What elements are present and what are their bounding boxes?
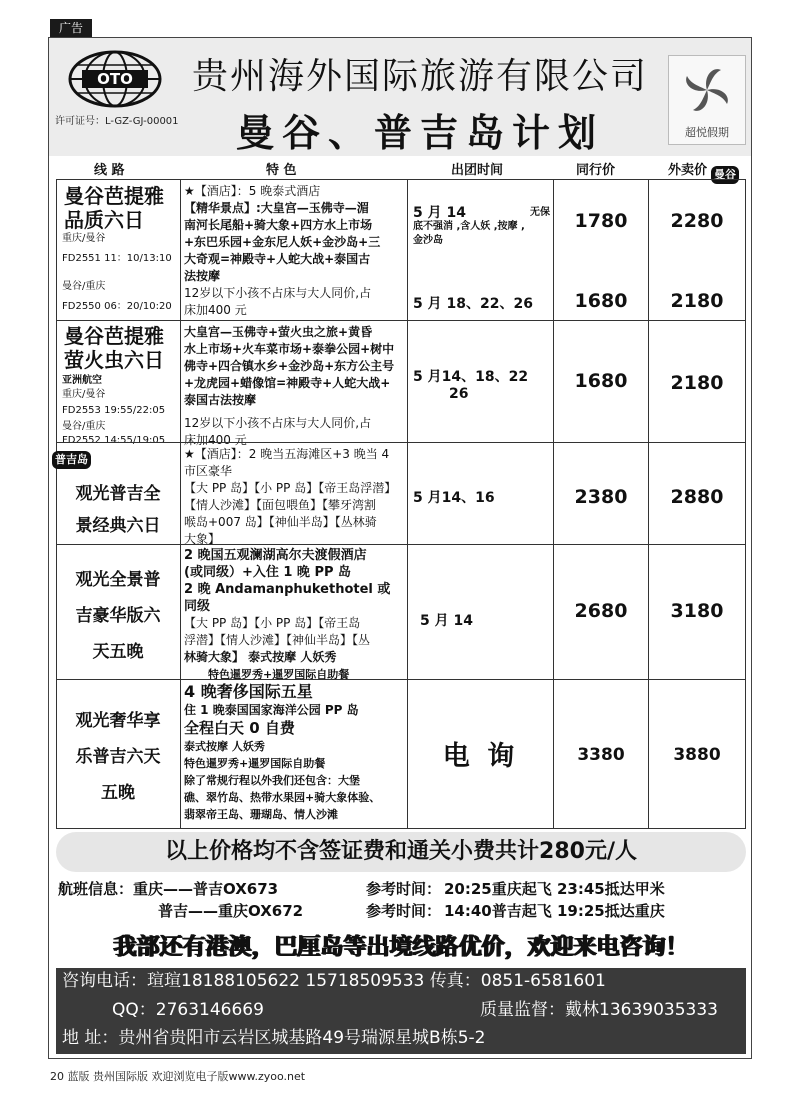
peer-price: 2680 xyxy=(574,600,628,622)
route-name: 曼谷芭提雅 萤火虫六日 xyxy=(64,324,164,372)
retail-price: 2180 xyxy=(670,372,724,394)
stamp-phuket: 普吉岛 xyxy=(52,451,91,469)
flight-info-line-2 xyxy=(58,900,748,921)
license-number: 许可证号：L-GZ-GJ-00001 xyxy=(55,116,179,127)
contact-box xyxy=(56,968,746,1054)
departure-date: 5 月 18、22、26 xyxy=(413,296,533,312)
peer-price: 3380 xyxy=(577,745,625,765)
ref-time-return: 14:40普吉起飞 19:25抵达重庆 xyxy=(444,902,665,920)
ad-tag: 广告 xyxy=(50,19,92,37)
route-features: ★【酒店】：2 晚当五海滩区+3 晚当 4 市区豪华 【大 PP 岛】【小 PP 岛】【帝王岛浮潜】 【情人沙滩】【面包喂鱼】【攀牙湾割 喉岛+007 岛】【神仙半岛】【丛林骑 大象】 xyxy=(184,447,397,546)
col-feature: 特 色 xyxy=(266,163,297,178)
row-divider xyxy=(56,442,746,443)
brand-text: 超悦假期 xyxy=(685,126,729,139)
ref-time-label: 参考时间： xyxy=(366,880,442,898)
flight-info-label: 航班信息： xyxy=(58,880,134,898)
flight-times: 重庆/曼谷 FD2551 11：10/13:10 曼谷/重庆 FD2550 06：20/10:20 xyxy=(62,233,172,312)
peer-price: 2380 xyxy=(574,486,628,508)
route-name: 观光奢华享 乐普吉六天 五晚 xyxy=(75,711,161,803)
logo-text: OTO xyxy=(97,70,133,88)
brand-logo xyxy=(668,55,746,145)
table-header xyxy=(56,163,746,180)
company-logo-icon xyxy=(68,50,162,108)
page-footer: 20 蓝版 贵州国际版 欢迎浏览电子版www.zyoo.net xyxy=(50,1070,306,1083)
retail-price: 2880 xyxy=(670,486,724,508)
flight-info-line-1 xyxy=(58,878,748,899)
plan-title: 曼谷、普吉岛计划 xyxy=(235,111,604,155)
col-date: 出团时间 xyxy=(451,163,504,178)
route-name: 观光普吉全 景经典六日 xyxy=(75,484,161,536)
contact-qq: QQ：2763146669 xyxy=(112,1000,264,1020)
departure-date: 5 月 14 xyxy=(420,613,473,629)
contact-address: 地 址：贵州省贵阳市云岩区城基路49号瑞源星城B栋5-2 xyxy=(62,1028,486,1048)
col-peer-price: 同行价 xyxy=(576,163,616,178)
col-divider xyxy=(407,179,408,829)
retail-price: 2180 xyxy=(670,290,724,312)
row-divider xyxy=(56,320,746,321)
pinwheel-icon xyxy=(669,56,745,120)
retail-price: 3180 xyxy=(670,600,724,622)
route-features: ★【酒店】：5 晚泰式酒店 【精华景点】:大皇宫—玉佛寺—湄 南河长尾船+骑大象+四方水上市场 +东巴乐园+金东尼人妖+金沙岛+三 大奇观=神殿寺+人蛇大战+泰国古 法按摩 12岁以下小孩不占床与大人同价,占 床加400 元 xyxy=(184,184,381,317)
route-name: 观光全景普 吉豪华版六 天五晚 xyxy=(75,570,161,662)
route-features: 2 晚国五观澜湖高尔夫渡假酒店 (或同级）+入住 1 晚 PP 岛 2 晚 Andamanphukethotel 或 同级 【大 PP 岛】【小 PP 岛】【帝王岛 浮潜】【情人沙滩】【神仙半岛】【丛 林骑大象】 泰式按摩 人妖秀 特色暹罗秀+暹罗国际自助餐 xyxy=(184,548,391,681)
route-features: 4 晚奢侈国际五星 住 1 晚泰国国家海洋公园 PP 岛 全程白天 0 自费 泰式按摩 人妖秀 特色暹罗秀+暹罗国际自助餐 除了常规行程以外我们还包含：大堡 礁、翠竹岛、热带水果园+骑大象体验、 翡翠帝王岛、珊瑚岛、情人沙滩 xyxy=(184,682,381,821)
flight-times: 亚洲航空 重庆/曼谷 FD2553 19:55/22:05 曼谷/重庆 FD2552 14:55/19:05 xyxy=(62,375,166,446)
quality-supervisor: 质量监督：戴林13639035333 xyxy=(480,1000,718,1020)
call-to-inquire: 电 询 xyxy=(442,741,519,772)
contact-phone: 咨询电话：瑄瑄18188105622 15718509533 传真：0851-6581601 xyxy=(62,971,606,991)
col-divider xyxy=(180,179,181,829)
promo-banner: 我部还有港澳，巴厘岛等出境线路优价，欢迎来电咨询！ xyxy=(113,934,689,960)
col-retail-price: 外卖价 xyxy=(668,163,708,178)
ref-time-label: 参考时间： xyxy=(366,902,442,920)
retail-price: 3880 xyxy=(673,745,721,765)
price-notice: 以上价格均不含签证费和通关小费共计280元/人 xyxy=(56,832,746,872)
ref-time-out: 20:25重庆起飞 23:45抵达甲米 xyxy=(444,880,665,898)
row-divider xyxy=(56,679,746,680)
departure-date: 5 月 14 xyxy=(413,205,466,221)
peer-price: 1680 xyxy=(574,370,628,392)
peer-price: 1680 xyxy=(574,290,628,312)
date-note: 底不强消 ,含人妖 ,按摩 , 金沙岛 xyxy=(413,221,525,246)
flight-return: 普吉——重庆OX672 xyxy=(158,902,304,920)
route-features: 大皇宫—玉佛寺+萤火虫之旅+黄昏 水上市场+火车菜市场+泰拳公园+树中 佛寺+四合镇水乡+金沙岛+东方公主号 +龙虎园+蜡像馆=神殿寺+人蛇大战+ 泰国古法按摩 12岁以下小孩不占床与大人同价,占 床加400 元 xyxy=(184,325,395,447)
stamp-bangkok: 曼谷 xyxy=(711,166,739,184)
retail-price: 2280 xyxy=(670,210,724,232)
company-name: 贵州海外国际旅游有限公司 xyxy=(191,56,648,97)
departure-date: 5 月14、18、22 26 xyxy=(413,369,529,402)
route-name: 曼谷芭提雅 品质六日 xyxy=(64,184,164,232)
row-divider xyxy=(56,544,746,545)
peer-price: 1780 xyxy=(574,210,628,232)
col-route: 线 路 xyxy=(94,163,125,178)
flight-out: 重庆——普吉OX673 xyxy=(133,880,279,898)
date-note: 无保 xyxy=(530,207,550,218)
departure-date: 5 月14、16 xyxy=(413,490,495,506)
